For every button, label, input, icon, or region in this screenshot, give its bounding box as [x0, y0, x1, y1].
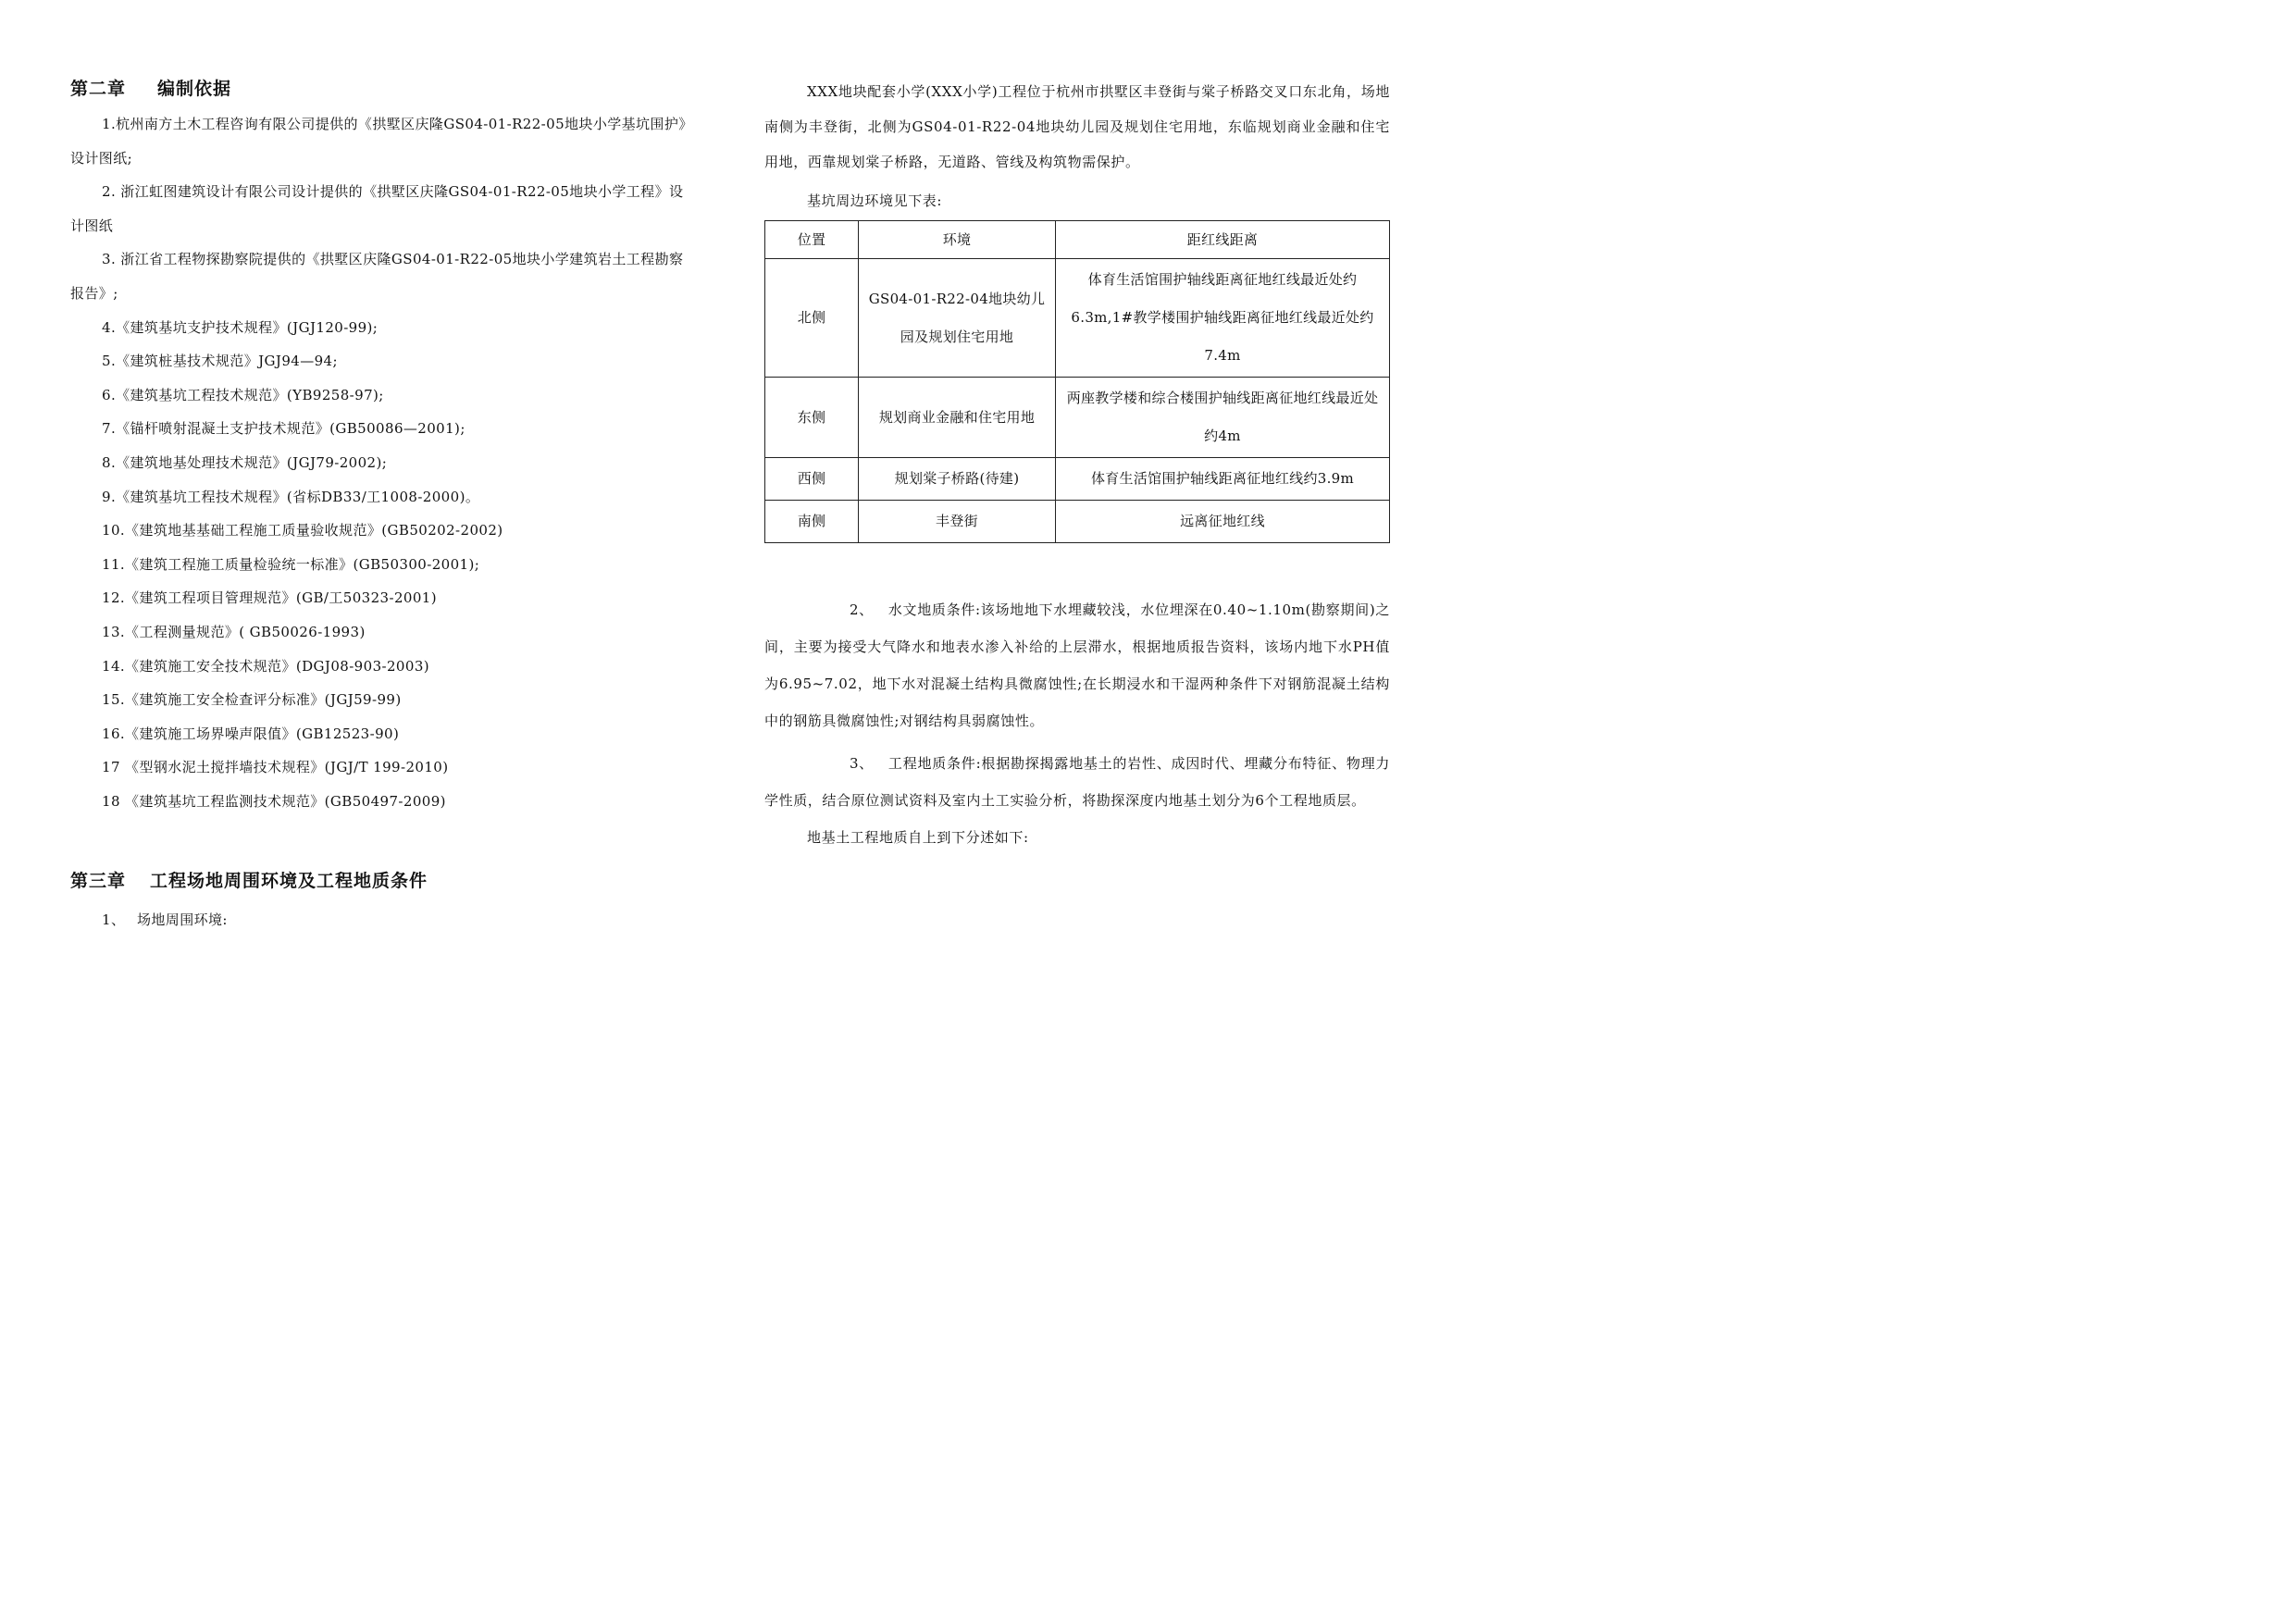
reference-item: 2. 浙江虹图建筑设计有限公司设计提供的《拱墅区庆隆GS04-01-R22-05地块小学工程》设计图纸 — [70, 183, 684, 234]
chapter2-heading — [70, 74, 689, 104]
closing-line: 地基土工程地质自上到下分述如下: — [807, 829, 1029, 846]
cell-distance: 体育生活馆围护轴线距离征地红线约3.9m — [1056, 458, 1390, 501]
reference-item: 11.《建筑工程施工质量检验统一标准》(GB50300-2001); — [102, 555, 480, 573]
site-intro-paragraph: XXX地块配套小学(XXX小学)工程位于杭州市拱墅区丰登街与棠子桥路交叉口东北角，场地南侧为丰登街，北侧为GS04-01-R22-04地块幼儿园及规划住宅用地，东临规划商业金融和住宅用地，西靠规划棠子桥路，无道路、管线及构筑物需保护。 — [764, 83, 1390, 170]
section-text: 工程地质条件:根据勘探揭露地基土的岩性、成因时代、埋藏分布特征、物理力学性质，结合原位测试资料及室内土工实验分析，将勘探深度内地基土划分为6个工程地质层。 — [764, 755, 1390, 809]
cell-environment: 规划棠子桥路(待建) — [859, 458, 1056, 501]
chapter2-number: 第二章 — [70, 79, 127, 99]
reference-item: 7.《锚杆喷射混凝土支护技术规范》(GB50086—2001); — [102, 420, 465, 438]
reference-item: 18 《建筑基坑工程监测技术规范》(GB50497-2009) — [102, 792, 446, 810]
left-column — [70, 74, 689, 818]
cell-environment: GS04-01-R22-04地块幼儿园及规划住宅用地 — [859, 259, 1056, 378]
table-row — [765, 259, 1390, 378]
cell-distance: 远离征地红线 — [1056, 501, 1390, 543]
reference-item: 5.《建筑桩基技术规范》JGJ94—94; — [102, 353, 338, 370]
cell-position: 北侧 — [765, 259, 859, 378]
chapter2-title: 编制依据 — [157, 79, 232, 99]
chapter3-subsection-1 — [102, 905, 689, 935]
cell-environment: 丰登街 — [859, 501, 1056, 543]
header-distance: 距红线距离 — [1056, 221, 1390, 259]
table-row — [765, 501, 1390, 543]
reference-item: 10.《建筑地基基础工程施工质量验收规范》(GB50202-2002) — [102, 522, 503, 539]
reference-item: 8.《建筑地基处理技术规范》(JGJ79-2002); — [102, 453, 388, 471]
subsection-number: 1、 — [102, 911, 126, 928]
cell-distance: 体育生活馆围护轴线距离征地红线最近处约6.3m,1#教学楼围护轴线距离征地红线最近处约7.4m — [1056, 259, 1390, 378]
right-column — [764, 74, 1390, 856]
section-number: 3、 — [850, 755, 874, 772]
cell-position: 东侧 — [765, 378, 859, 458]
header-position: 位置 — [765, 221, 859, 259]
table-header-row — [765, 221, 1390, 259]
chapter3-heading — [70, 866, 689, 896]
chapter3-number: 第三章 — [70, 871, 127, 891]
reference-item: 12.《建筑工程项目管理规范》(GB/工50323-2001) — [102, 589, 437, 607]
reference-item: 9.《建筑基坑工程技术规程》(省标DB33/工1008-2000)。 — [102, 488, 480, 505]
section-text: 水文地质条件:该场地地下水埋藏较浅，水位埋深在0.40~1.10m(勘察期间)之间，主要为接受大气降水和地表水渗入补给的上层滞水，根据地质报告资料，该场内地下水PH值为6.95~7.02，地下水对混凝土结构具微腐蚀性;在长期浸水和干湿两种条件下对钢筋混凝土结构中的钢筋具微腐蚀性;对钢结构具弱腐蚀性。 — [764, 601, 1390, 729]
chapter3-block — [70, 866, 689, 935]
engineering-geology-section — [764, 745, 1390, 819]
environment-table — [764, 220, 1390, 543]
reference-item: 1.杭州南方土木工程咨询有限公司提供的《拱墅区庆隆GS04-01-R22-05地块小学基坑围护》设计图纸; — [70, 116, 687, 167]
cell-environment: 规划商业金融和住宅用地 — [859, 378, 1056, 458]
document-page — [0, 0, 1436, 1016]
reference-item: 3. 浙江省工程物探勘察院提供的《拱墅区庆隆GS04-01-R22-05地块小学建筑岩土工程勘察报告》; — [70, 251, 684, 302]
cell-position: 西侧 — [765, 458, 859, 501]
section-number: 2、 — [850, 601, 874, 618]
subsection-title: 场地周围环境: — [137, 911, 228, 928]
header-environment: 环境 — [859, 221, 1056, 259]
reference-item: 16.《建筑施工场界噪声限值》(GB12523-90) — [102, 725, 400, 742]
reference-item: 17 《型钢水泥土搅拌墙技术规程》(JGJ/T 199-2010) — [102, 759, 449, 776]
chapter3-title: 工程场地周围环境及工程地质条件 — [150, 871, 428, 891]
table-intro: 基坑周边环境见下表: — [807, 192, 943, 209]
table-row — [765, 378, 1390, 458]
reference-item: 15.《建筑施工安全检查评分标准》(JGJ59-99) — [102, 691, 402, 709]
hydrogeology-section — [764, 591, 1390, 739]
cell-position: 南侧 — [765, 501, 859, 543]
reference-item: 14.《建筑施工安全技术规范》(DGJ08-903-2003) — [102, 657, 430, 675]
table-row — [765, 458, 1390, 501]
cell-distance: 两座教学楼和综合楼围护轴线距离征地红线最近处约4m — [1056, 378, 1390, 458]
reference-item: 4.《建筑基坑支护技术规程》(JGJ120-99); — [102, 318, 379, 336]
reference-item: 13.《工程测量规范》( GB50026-1993) — [102, 623, 366, 640]
reference-list — [70, 107, 689, 818]
reference-item: 6.《建筑基坑工程技术规范》(YB9258-97); — [102, 386, 384, 403]
